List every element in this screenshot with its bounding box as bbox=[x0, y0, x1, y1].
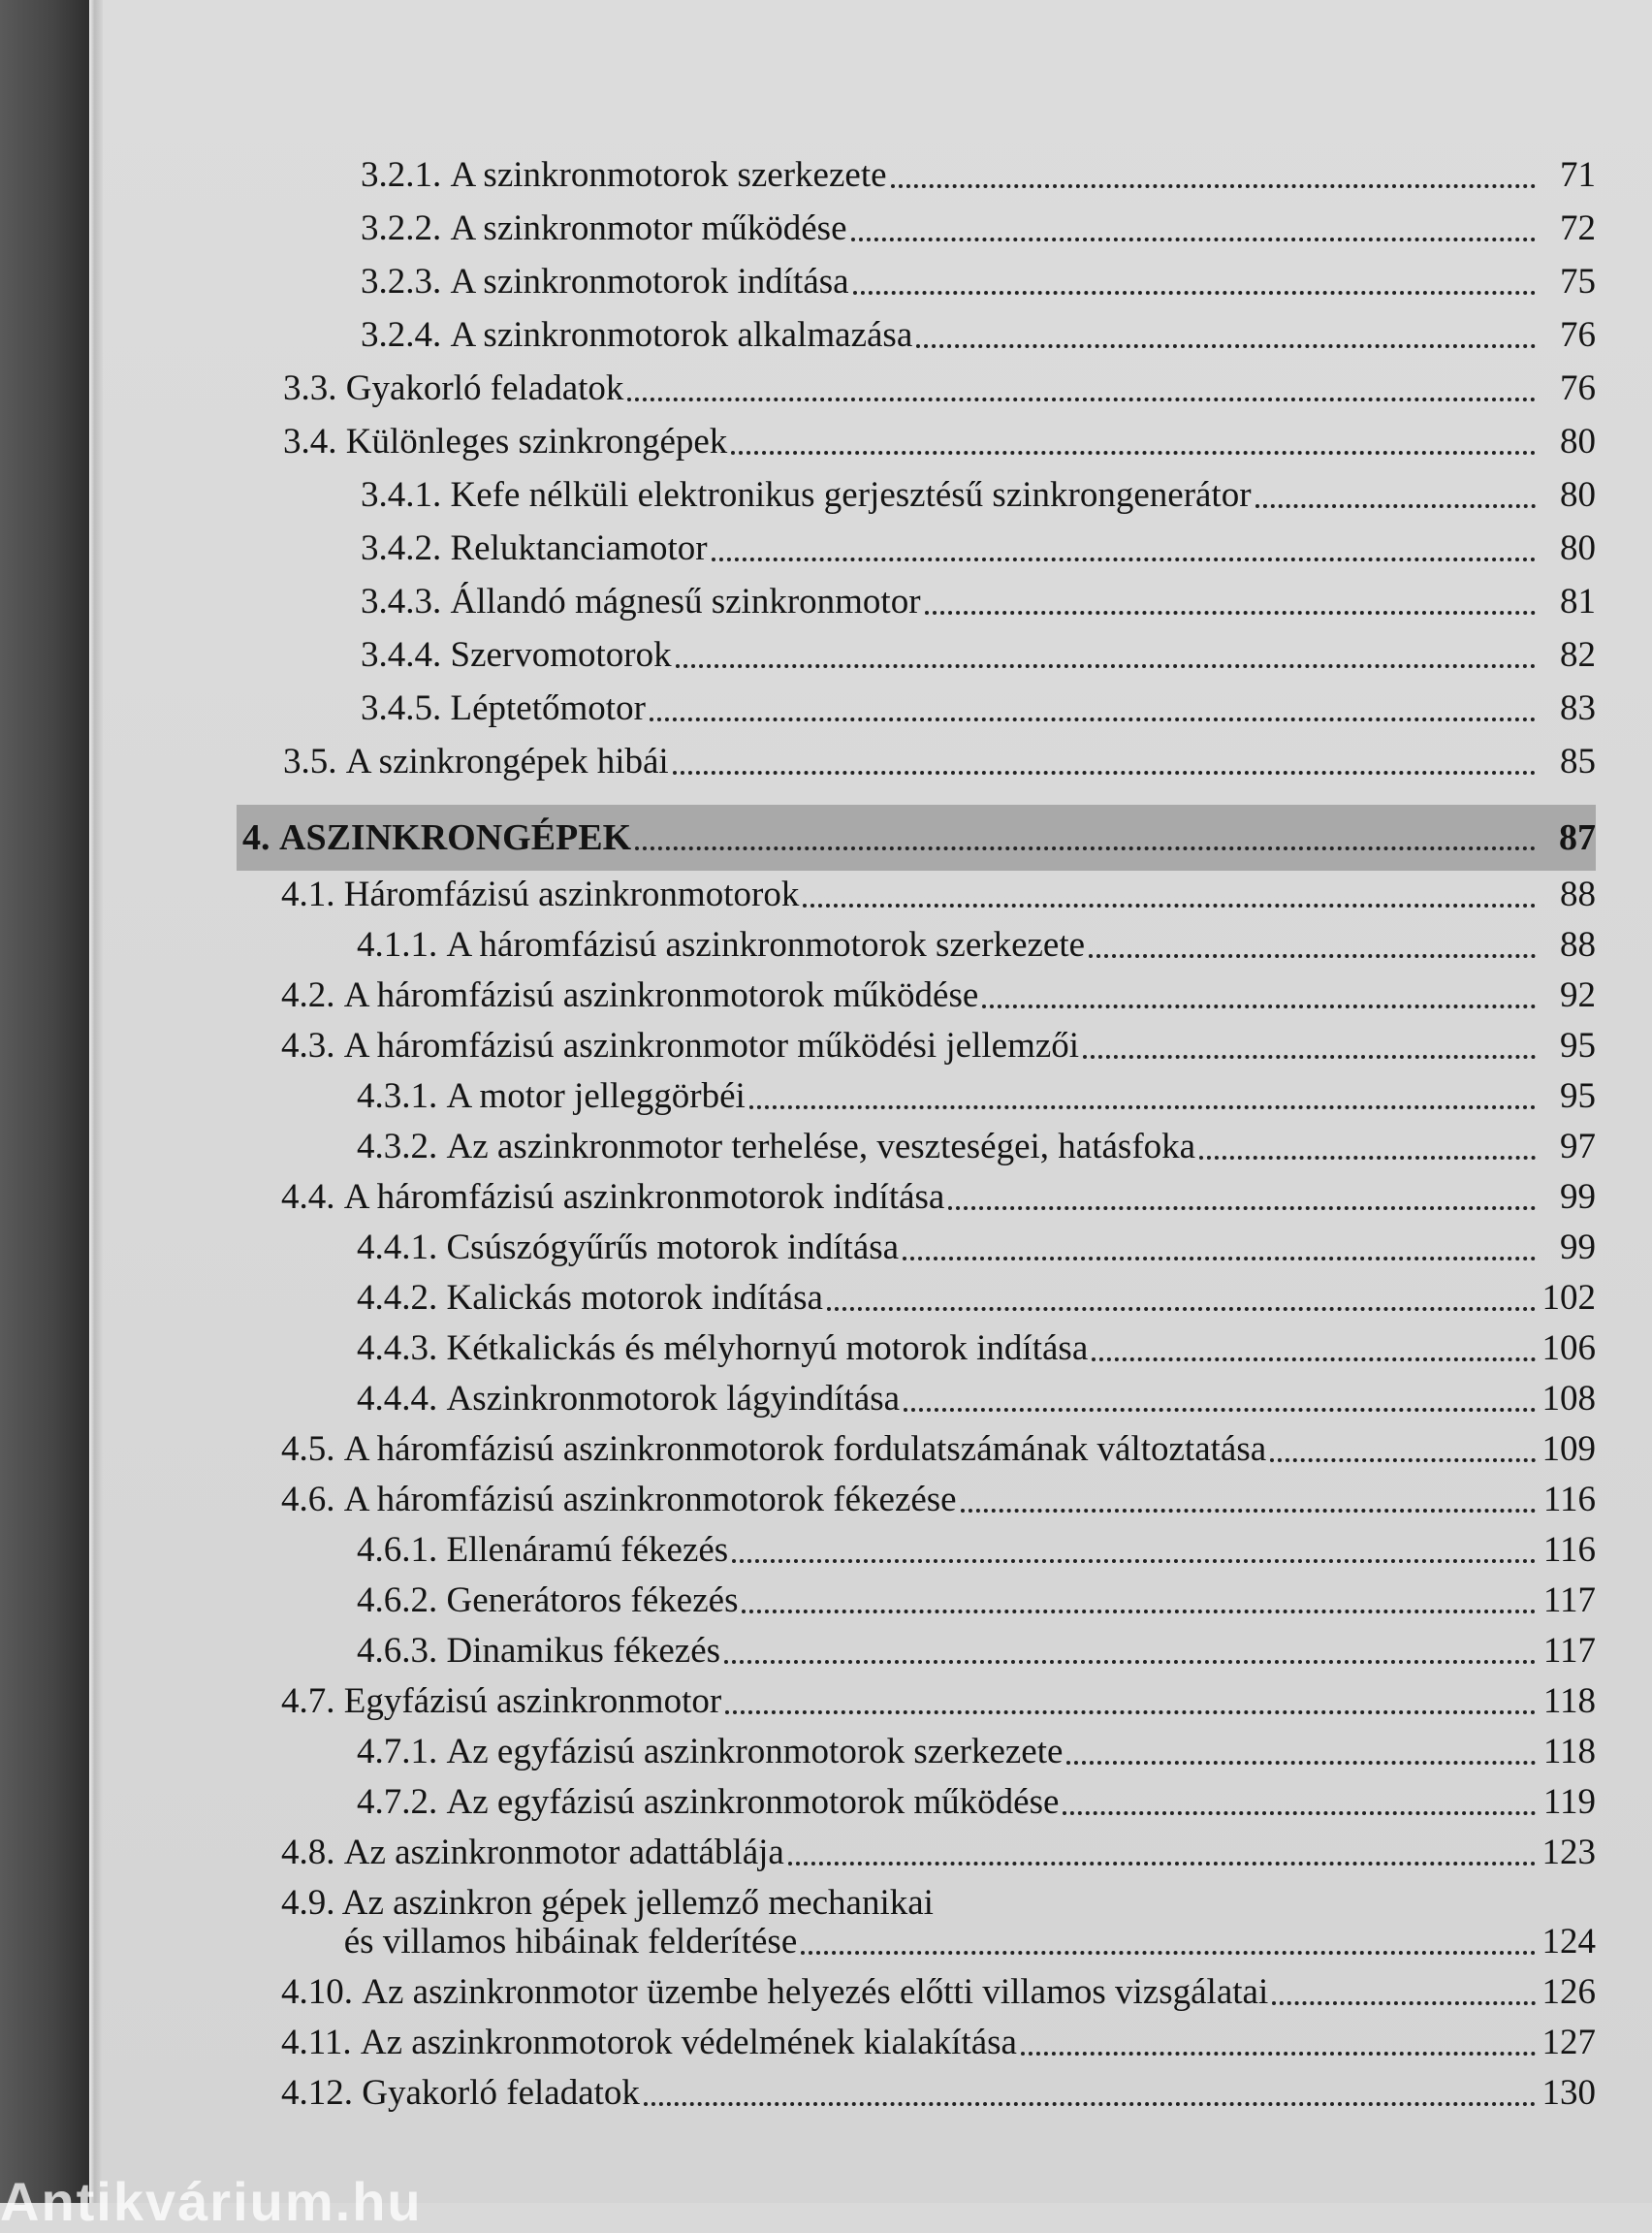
toc-page-number: 76 bbox=[1560, 368, 1596, 408]
toc-chapter-heading bbox=[242, 816, 1596, 859]
toc-entry-title: A motor jelleggörbéi bbox=[446, 1076, 746, 1116]
dot-leader bbox=[961, 1509, 1536, 1513]
toc-entry-title: Kétkalickás és mélyhornyú motorok indítása bbox=[446, 1328, 1089, 1368]
toc-page-number: 85 bbox=[1560, 742, 1596, 782]
dot-leader bbox=[644, 2102, 1536, 2106]
toc-entry-number: 3.2.4. bbox=[361, 315, 442, 355]
toc-entry-title: A szinkronmotorok szerkezete bbox=[450, 155, 887, 195]
toc-entry bbox=[281, 974, 1596, 1017]
toc-entry-title: Kefe nélküli elektronikus gerjesztésű szinkrongenerátor bbox=[450, 475, 1252, 515]
toc-entry-title: A háromfázisú aszinkronmotorok működése bbox=[343, 975, 979, 1015]
toc-page-number: 118 bbox=[1542, 1732, 1596, 1771]
toc-entry-title: A háromfázisú aszinkronmotor működési jellemzői bbox=[343, 1026, 1080, 1066]
dot-leader bbox=[1063, 1811, 1536, 1815]
toc-entry-number: 4.2. bbox=[281, 975, 335, 1015]
toc-page-number: 82 bbox=[1560, 635, 1596, 675]
toc-entry-title: és villamos hibáinak felderítése bbox=[343, 1922, 798, 1962]
toc-page-number: 123 bbox=[1541, 1833, 1596, 1872]
toc-page-number: 95 bbox=[1560, 1026, 1596, 1066]
dot-leader bbox=[725, 1710, 1536, 1714]
toc-entry bbox=[361, 527, 1596, 570]
toc-entry bbox=[283, 367, 1596, 410]
toc-entry-number: 4.6.3. bbox=[357, 1631, 438, 1671]
toc-entry bbox=[283, 741, 1596, 783]
toc-entry-number: 4.3.2. bbox=[357, 1127, 438, 1166]
dot-leader bbox=[1270, 1458, 1536, 1462]
dot-leader bbox=[1272, 2001, 1536, 2005]
dot-leader bbox=[803, 904, 1536, 908]
dot-leader bbox=[788, 1862, 1536, 1866]
toc-entry-number: 4.3.1. bbox=[357, 1076, 438, 1116]
toc-entry bbox=[361, 207, 1596, 250]
toc-entry-number: 4.4.3. bbox=[357, 1328, 438, 1368]
toc-entry-number: 4.6.2. bbox=[357, 1580, 438, 1620]
toc-page-number: 95 bbox=[1560, 1076, 1596, 1116]
dot-leader bbox=[851, 238, 1536, 241]
toc-page-number: 92 bbox=[1560, 975, 1596, 1015]
toc-entry-number: 3.4.4. bbox=[361, 635, 442, 675]
book-spine bbox=[0, 0, 89, 2203]
toc-page-number: 83 bbox=[1560, 688, 1596, 728]
dot-leader bbox=[650, 718, 1536, 721]
toc-entry-number: 3.4.5. bbox=[361, 688, 442, 728]
dot-leader bbox=[712, 558, 1536, 561]
toc-entry-number: 4.7.2. bbox=[357, 1782, 438, 1822]
toc-page-number: 87 bbox=[1559, 817, 1596, 858]
dot-leader bbox=[724, 1660, 1536, 1664]
toc-entry-title: Egyfázisú aszinkronmotor bbox=[343, 1681, 722, 1721]
toc-entry-number: 4.3. bbox=[281, 1026, 335, 1066]
toc-entry bbox=[283, 421, 1596, 463]
toc-page-number: 80 bbox=[1560, 528, 1596, 568]
toc-entry bbox=[361, 314, 1596, 357]
dot-leader bbox=[903, 1257, 1536, 1260]
toc-entry-title: Az aszinkronmotorok védelmének kialakítása bbox=[360, 2023, 1017, 2062]
toc-page-number: 102 bbox=[1541, 1278, 1596, 1318]
dot-leader bbox=[627, 398, 1536, 401]
toc-page-number: 99 bbox=[1560, 1177, 1596, 1217]
dot-leader bbox=[948, 1206, 1536, 1210]
toc-entry-title: Az aszinkron gépek jellemző mechanikai bbox=[341, 1883, 934, 1923]
toc-entry-number: 4.1. bbox=[281, 875, 335, 914]
toc-entry-title: Ellenáramú fékezés bbox=[446, 1530, 729, 1570]
toc-page-number: 130 bbox=[1541, 2073, 1596, 2113]
toc-entry-title: Csúszógyűrűs motorok indítása bbox=[446, 1228, 900, 1267]
toc-entry-number: 4.4.1. bbox=[357, 1228, 438, 1267]
toc-entry-title: Állandó mágnesű szinkronmotor bbox=[450, 582, 921, 622]
toc-entry bbox=[361, 474, 1596, 517]
toc-entry-number: 3.2.1. bbox=[361, 155, 442, 195]
dot-leader bbox=[1255, 504, 1536, 508]
toc-entry-number: 4.6.1. bbox=[357, 1530, 438, 1570]
dot-leader bbox=[1066, 1761, 1536, 1765]
toc-entry-title: Gyakorló feladatok bbox=[345, 368, 624, 408]
toc-entry bbox=[361, 687, 1596, 730]
toc-entry-title: A háromfázisú aszinkronmotorok fékezése bbox=[343, 1480, 957, 1519]
toc-entry-number: 3.4.3. bbox=[361, 582, 442, 622]
toc-entry-number: 4.4.4. bbox=[357, 1379, 438, 1419]
toc-entry-title: A háromfázisú aszinkronmotorok indítása bbox=[343, 1177, 945, 1217]
dot-leader bbox=[801, 1951, 1536, 1955]
toc-page-number: 117 bbox=[1542, 1580, 1596, 1620]
dot-leader bbox=[925, 611, 1536, 615]
toc-entry-title: A háromfázisú aszinkronmotorok fordulatszámának változtatása bbox=[343, 1429, 1267, 1469]
toc-page-number: 124 bbox=[1541, 1922, 1596, 1962]
toc-entry-number: 4.1.1. bbox=[357, 925, 438, 965]
watermark: Antikvárium.hu bbox=[0, 2171, 423, 2232]
toc-entry-number: 4.6. bbox=[281, 1480, 335, 1519]
dot-leader bbox=[742, 1610, 1536, 1613]
toc-page-number: 117 bbox=[1542, 1631, 1596, 1671]
toc-entry-number: 4.12. bbox=[281, 2073, 353, 2113]
toc-page-number: 71 bbox=[1560, 155, 1596, 195]
toc-entry-number: 3.4. bbox=[283, 422, 337, 462]
toc-entry bbox=[281, 874, 1596, 916]
toc-entry bbox=[281, 2072, 1596, 2115]
toc-entry-title: Az aszinkronmotor adattáblája bbox=[343, 1833, 784, 1872]
toc-entry bbox=[357, 1731, 1596, 1773]
dot-leader bbox=[732, 1559, 1536, 1563]
toc-entry-number: 4.9. bbox=[281, 1883, 335, 1923]
toc-entry-title: Különleges szinkrongépek bbox=[345, 422, 728, 462]
toc-entry-number: 4.4. bbox=[281, 1177, 335, 1217]
toc-entry-title: Az aszinkronmotor terhelése, veszteségei, hatásfoka bbox=[446, 1127, 1196, 1166]
toc-entry bbox=[357, 1075, 1596, 1118]
toc-entry bbox=[281, 1971, 1596, 2014]
toc-entry-number: 3.2.2. bbox=[361, 208, 442, 248]
toc-entry bbox=[357, 1227, 1596, 1269]
toc-entry-title: A szinkronmotorok indítása bbox=[450, 262, 849, 302]
toc-entry-number: 4.4.2. bbox=[357, 1278, 438, 1318]
toc-entry bbox=[281, 1832, 1596, 1874]
toc-entry-number: 3.5. bbox=[283, 742, 337, 782]
toc-entry-title: Aszinkronmotorok lágyindítása bbox=[446, 1379, 901, 1419]
toc-entry-number: 4.11. bbox=[281, 2023, 352, 2062]
toc-entry-title: Gyakorló feladatok bbox=[362, 2073, 640, 2113]
toc-entry bbox=[357, 1630, 1596, 1673]
toc-page-number: 116 bbox=[1542, 1530, 1596, 1570]
dot-leader bbox=[1092, 1357, 1536, 1361]
toc-entry-title: A szinkrongépek hibái bbox=[345, 742, 669, 782]
toc-page-number: 80 bbox=[1560, 422, 1596, 462]
toc-page-number: 108 bbox=[1541, 1379, 1596, 1419]
toc-entry-title: Reluktanciamotor bbox=[450, 528, 708, 568]
toc-entry-title: Kalickás motorok indítása bbox=[446, 1278, 823, 1318]
toc-entry bbox=[357, 1277, 1596, 1320]
toc-entry bbox=[281, 1428, 1596, 1471]
toc-entry-number: 4.8. bbox=[281, 1833, 335, 1872]
toc-entry-title-line1 bbox=[281, 1882, 934, 1925]
toc-entry-number: 4. bbox=[242, 817, 270, 858]
toc-entry-number: 3.2.3. bbox=[361, 262, 442, 302]
dot-leader bbox=[982, 1005, 1536, 1008]
toc-entry bbox=[361, 154, 1596, 197]
page-edge bbox=[89, 0, 103, 2203]
toc-page-number: 109 bbox=[1541, 1429, 1596, 1469]
toc-entry-title: ASZINKRONGÉPEK bbox=[279, 817, 632, 858]
toc-entry-number: 4.5. bbox=[281, 1429, 335, 1469]
toc-entry-number: 3.4.2. bbox=[361, 528, 442, 568]
toc-entry-title: Háromfázisú aszinkronmotorok bbox=[343, 875, 800, 914]
dot-leader bbox=[749, 1105, 1536, 1109]
toc-page-number: 127 bbox=[1541, 2023, 1596, 2062]
toc-page-number: 88 bbox=[1560, 875, 1596, 914]
toc-entry bbox=[361, 581, 1596, 623]
toc-entry bbox=[357, 1529, 1596, 1572]
toc-entry bbox=[357, 1579, 1596, 1622]
toc-page-number: 106 bbox=[1541, 1328, 1596, 1368]
toc-page-number: 118 bbox=[1542, 1681, 1596, 1721]
toc-entry-title: Dinamikus fékezés bbox=[446, 1631, 721, 1671]
toc-page-number: 119 bbox=[1542, 1782, 1596, 1822]
toc-entry bbox=[281, 1921, 1596, 1963]
dot-leader bbox=[731, 451, 1536, 455]
toc-entry-title: Az egyfázisú aszinkronmotorok működése bbox=[446, 1782, 1060, 1822]
toc-page-number: 116 bbox=[1542, 1480, 1596, 1519]
toc-entry bbox=[357, 924, 1596, 967]
toc-entry-title: Az aszinkronmotor üzembe helyezés előtti villamos vizsgálatai bbox=[362, 1972, 1269, 2012]
dot-leader bbox=[891, 184, 1536, 188]
toc-entry-title: Léptetőmotor bbox=[450, 688, 646, 728]
dot-leader bbox=[853, 291, 1536, 295]
dot-leader bbox=[1089, 954, 1536, 958]
toc-entry bbox=[361, 261, 1596, 303]
toc-page-number: 126 bbox=[1541, 1972, 1596, 2012]
dot-leader bbox=[1083, 1055, 1536, 1059]
toc-entry bbox=[357, 1126, 1596, 1168]
toc-entry bbox=[361, 634, 1596, 677]
toc-page-number: 88 bbox=[1560, 925, 1596, 965]
toc-entry bbox=[357, 1781, 1596, 1824]
toc-entry-number: 3.3. bbox=[283, 368, 337, 408]
dot-leader bbox=[673, 771, 1536, 775]
toc-page-number: 72 bbox=[1560, 208, 1596, 248]
toc-entry-title: Szervomotorok bbox=[450, 635, 672, 675]
toc-entry bbox=[281, 1176, 1596, 1219]
toc-entry-title: A szinkronmotor működése bbox=[450, 208, 847, 248]
dot-leader bbox=[916, 344, 1536, 348]
toc-entry bbox=[357, 1378, 1596, 1420]
toc-entry bbox=[281, 1680, 1596, 1723]
toc-entry bbox=[281, 1479, 1596, 1521]
toc-entry-number: 4.10. bbox=[281, 1972, 353, 2012]
dot-leader bbox=[635, 846, 1536, 850]
toc-page-number: 75 bbox=[1560, 262, 1596, 302]
toc-entry-number: 3.4.1. bbox=[361, 475, 442, 515]
toc-entry-number: 4.7.1. bbox=[357, 1732, 438, 1771]
toc-page-number: 80 bbox=[1560, 475, 1596, 515]
dot-leader bbox=[904, 1408, 1536, 1412]
toc-entry-title: Generátoros fékezés bbox=[446, 1580, 739, 1620]
toc-page-number: 76 bbox=[1560, 315, 1596, 355]
dot-leader bbox=[827, 1307, 1536, 1311]
toc-entry-title: A szinkronmotorok alkalmazása bbox=[450, 315, 913, 355]
toc-entry bbox=[281, 1025, 1596, 1068]
toc-entry bbox=[357, 1327, 1596, 1370]
dot-leader bbox=[1199, 1156, 1536, 1160]
toc-entry bbox=[281, 2022, 1596, 2064]
toc-entry-number: 4.7. bbox=[281, 1681, 335, 1721]
toc-page-number: 81 bbox=[1560, 582, 1596, 622]
toc-entry-title: Az egyfázisú aszinkronmotorok szerkezete bbox=[446, 1732, 1064, 1771]
toc-entry-title: A háromfázisú aszinkronmotorok szerkezete bbox=[446, 925, 1086, 965]
toc-page-number: 97 bbox=[1560, 1127, 1596, 1166]
toc-page-number: 99 bbox=[1560, 1228, 1596, 1267]
dot-leader bbox=[1021, 2052, 1536, 2056]
dot-leader bbox=[676, 664, 1536, 668]
